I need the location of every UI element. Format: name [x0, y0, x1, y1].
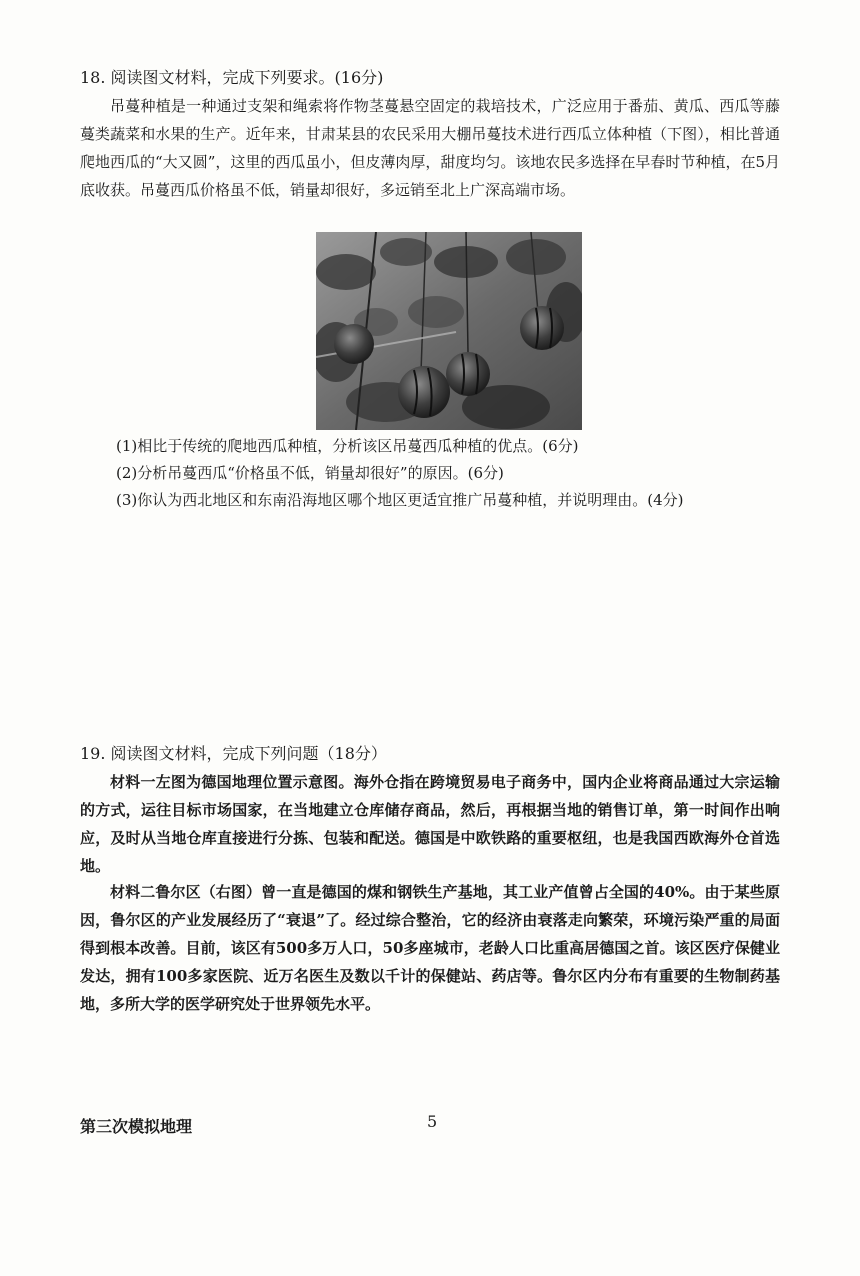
question-18-sub1: (1)相比于传统的爬地西瓜种植，分析该区吊蔓西瓜种植的优点。(6分): [116, 437, 579, 455]
question-18-material: 吊蔓种植是一种通过支架和绳索将作物茎蔓悬空固定的栽培技术，广泛应用于番茄、黄瓜、西瓜等藤蔓类蔬菜和水果的生产。近年来，甘肃某县的农民采用大棚吊蔓技术进行西瓜立体种植（下图），相比普通爬地西瓜的“大又圆”，这里的西瓜虽小，但皮薄肉厚，甜度均匀。该地农民多选择在早春时节种植，在5月底收获。吊蔓西瓜价格虽不低，销量却很好，多远销至北上广深高端市场。: [80, 97, 780, 199]
question-19-title: 19. 阅读图文材料，完成下列问题（18分）: [80, 744, 387, 763]
footer-subject: 第三次模拟地理: [80, 1117, 193, 1136]
question-19-material-2: 材料二鲁尔区（右图）曾一直是德国的煤和钢铁生产基地，其工业产值曾占全国的40%。由于某些原因，鲁尔区的产业发展经历了“衰退”了。经过综合整治，它的经济由衰落走向繁荣，环境污染严重的局面得到根本改善。目前，该区有500多万人口，50多座城市，老龄人口比重高居德国之首。该区医疗保健业发达，拥有100多家医院、近万名医生及数以千计的保健站、药店等。鲁尔区内分布有重要的生物制药基地，多所大学的医学研究处于世界领先水平。: [80, 883, 780, 1013]
question-18-title: 18. 阅读图文材料，完成下列要求。(16分): [80, 68, 384, 87]
question-18-sub3: (3)你认为西北地区和东南沿海地区哪个地区更适宜推广吊蔓种植，并说明理由。(4分): [116, 491, 684, 509]
question-19-material-1: 材料一左图为德国地理位置示意图。海外仓指在跨境贸易电子商务中，国内企业将商品通过大宗运输的方式，运往目标市场国家，在当地建立仓库储存商品，然后，再根据当地的销售订单，第一时间作出响应，及时从当地仓库直接进行分拣、包装和配送。德国是中欧铁路的重要枢纽，也是我国西欧海外仓首选地。: [80, 773, 780, 875]
question-18-sub2: (2)分析吊蔓西瓜“价格虽不低，销量却很好”的原因。(6分): [116, 464, 504, 482]
footer-page-number: 5: [427, 1112, 438, 1131]
hanging-watermelon-photo: [316, 232, 582, 430]
